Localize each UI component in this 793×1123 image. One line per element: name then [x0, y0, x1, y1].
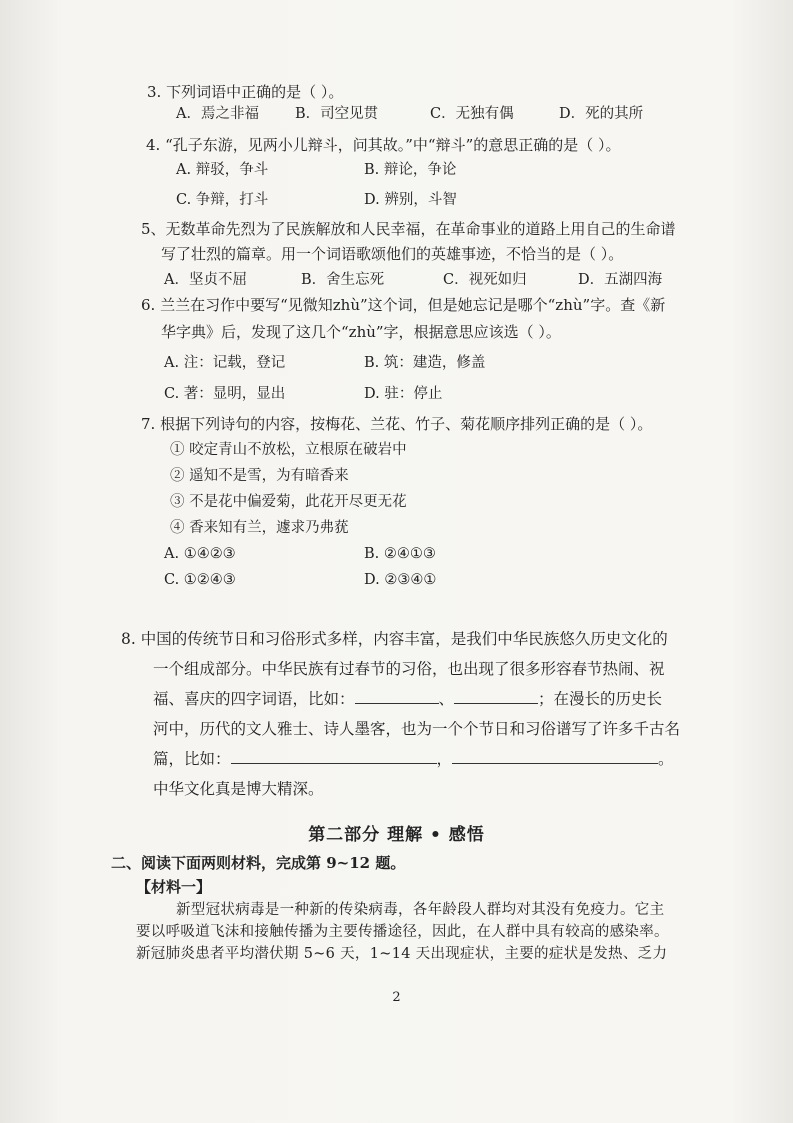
- q8-blank-3[interactable]: [231, 749, 437, 764]
- reading-section-heading: 二、阅读下面两则材料，完成第 9~12 题。: [111, 854, 406, 872]
- q7-poem-1: ① 咬定青山不放松，立根原在破岩中: [170, 442, 407, 458]
- part2-title: 第二部分 理解 • 感悟: [308, 825, 485, 845]
- q8-line4: 河中，历代的文人雅士、诗人墨客，也为一个个节日和习俗谱写了许多千古名: [153, 720, 681, 738]
- q5-stem-line2: 写了壮烈的篇章。用一个词语歌颂他们的英雄事迹，不恰当的是（ ）。: [161, 245, 624, 263]
- material-one-label: 【材料一】: [136, 878, 212, 896]
- q6-stem-line2: 华字典》后，发现了这几个“zhù”字，根据意思应该选（ ）。: [161, 323, 561, 341]
- material-one-para-line1: 新型冠状病毒是一种新的传染病毒，各年龄段人群均对其没有免疫力。它主: [176, 902, 665, 918]
- q8-blank-2[interactable]: [454, 689, 538, 704]
- q4-stem: 4. “孔子东游，见两小儿辩斗，问其故。”中“辩斗”的意思正确的是（ ）。: [146, 136, 621, 154]
- q3-stem: 3. 下列词语中正确的是（ ）。: [147, 83, 344, 101]
- q4-option-c[interactable]: C. 争辩，打斗: [176, 192, 269, 208]
- q7-option-b[interactable]: B. ②④①③: [364, 546, 436, 562]
- q4-option-b[interactable]: B. 辩论，争论: [364, 162, 457, 178]
- q5-option-c[interactable]: C．视死如归: [443, 272, 527, 288]
- q7-option-a[interactable]: A. ①④②③: [164, 546, 236, 562]
- q8-line3-text: 福、喜庆的四字词语，比如：: [153, 690, 355, 708]
- q6-option-d[interactable]: D. 驻：停止: [364, 386, 443, 402]
- q3-option-d[interactable]: D．死的其所: [559, 106, 644, 122]
- material-one-para-line2: 要以呼吸道飞沫和接触传播为主要传播途径，因此，在人群中具有较高的感染率。: [136, 924, 669, 940]
- q8-line1: 8. 中国的传统节日和习俗形式多样，内容丰富，是我们中华民族悠久历史文化的: [121, 630, 668, 648]
- q8-line2: 一个组成部分。中华民族有过春节的习俗，也出现了很多形容春节热闹、祝: [153, 660, 665, 678]
- q3-option-a[interactable]: A．焉之非福: [176, 106, 259, 122]
- q4-option-a[interactable]: A. 辩驳，争斗: [176, 162, 269, 178]
- q8-line5: [153, 749, 674, 769]
- page-number: 2: [392, 990, 401, 1005]
- q7-poem-4: ④ 香来知有兰，遽求乃弗莸: [170, 520, 349, 536]
- q6-option-c[interactable]: C. 著：显明，显出: [164, 386, 286, 402]
- q7-poem-3: ③ 不是花中偏爱菊，此花开尽更无花: [170, 494, 407, 510]
- q8-line5-sep: ，: [436, 750, 453, 768]
- q8-line3-tail: ；在漫长的历史长: [538, 690, 663, 708]
- q7-poem-2: ② 遥知不是雪，为有暗香来: [170, 468, 349, 484]
- q5-stem-line1: 5、无数革命先烈为了民族解放和人民幸福，在革命事业的道路上用自己的生命谱: [141, 220, 676, 238]
- q3-option-c[interactable]: C．无独有偶: [430, 106, 514, 122]
- q7-stem: 7. 根据下列诗句的内容，按梅花、兰花、竹子、菊花顺序排列正确的是（ ）。: [141, 415, 653, 433]
- q3-option-b[interactable]: B．司空见贯: [295, 106, 379, 122]
- q6-stem-line1: 6. 兰兰在习作中要写“见微知zhù”这个词，但是她忘记是哪个“zhù”字。查《新: [141, 296, 666, 314]
- q8-line5-tail: 。: [658, 750, 674, 768]
- q7-option-d[interactable]: D. ②③④①: [364, 572, 437, 588]
- q5-option-a[interactable]: A．坚贞不屈: [164, 272, 247, 288]
- q8-line6: 中华文化真是博大精深。: [153, 780, 324, 798]
- q8-line5-text: 篇，比如：: [153, 750, 231, 768]
- q6-option-a[interactable]: A. 注：记载，登记: [164, 355, 286, 371]
- q8-blank-4[interactable]: [452, 749, 658, 764]
- q5-option-d[interactable]: D．五湖四海: [578, 272, 663, 288]
- q6-option-b[interactable]: B. 筑：建造，修盖: [364, 355, 486, 371]
- material-one-para-line3: 新冠肺炎患者平均潜伏期 5~6 天，1~14 天出现症状，主要的症状是发热、乏力: [136, 946, 668, 962]
- q4-option-d[interactable]: D. 辨别，斗智: [364, 192, 457, 208]
- q5-option-b[interactable]: B．舍生忘死: [301, 272, 385, 288]
- q7-option-c[interactable]: C. ①②④③: [164, 572, 236, 588]
- q8-blank-1[interactable]: [355, 689, 439, 704]
- q8-line3-sep: 、: [438, 690, 455, 708]
- q8-line3: [153, 689, 662, 709]
